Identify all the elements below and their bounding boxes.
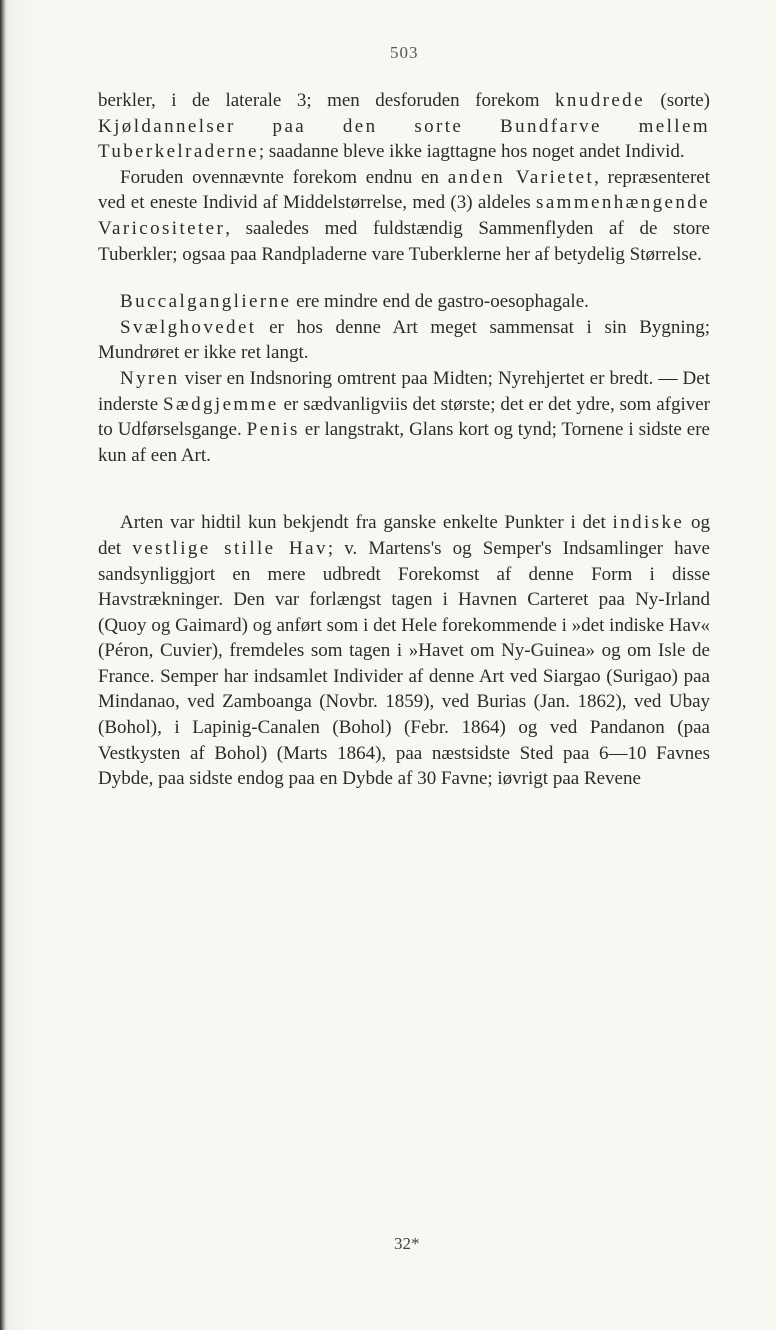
text-segment: Foruden ovennævnte forekom endnu en: [120, 166, 448, 188]
text-segment: viser en Indsnoring omtrent paa Midten; Nyrehjertet er bredt. — Det inderste: [98, 367, 710, 415]
paragraph-4: [98, 315, 710, 366]
emphasized-term: Buccalganglierne: [120, 291, 292, 313]
emphasized-term: sammenhængende Varicositeter: [98, 192, 710, 239]
text-segment: berkler, i de laterale 3; men desforuden forekom: [98, 90, 556, 111]
text-segment: er sædvanligviis det største; det er det ydre, som afgiver to Udførselsgange.: [98, 393, 710, 441]
emphasized-term: Nyren: [120, 367, 180, 389]
text-segment: og det: [98, 512, 710, 559]
text-segment: ; saadanne bleve ikke iagttagne hos noget andet Individ.: [258, 141, 685, 163]
emphasized-term: anden Varietet: [447, 166, 595, 188]
text-segment: , repræsenteret ved et eneste Individ af Middelstørrelse, med (3) aldeles: [98, 166, 711, 214]
text-segment: er hos denne Art meget sammensat i sin Bygning; Mundrøret er ikke ret langt.: [98, 316, 710, 364]
paragraph-5: [98, 366, 710, 468]
emphasized-term: knudrede: [555, 90, 645, 111]
emphasized-term: Kjøldannelser paa den sorte Bundfarve mellem Tuberkelraderne: [98, 115, 710, 163]
paragraph-3: [98, 289, 710, 315]
text-segment: er langstrakt, Glans kort og tynd; Tornene i sidste ere kun af een Art.: [98, 419, 710, 466]
paragraph-6: [98, 510, 710, 792]
text-segment: ere mindre end de gastro-oesophagale.: [291, 291, 589, 313]
sheet-signature: 32*: [394, 1234, 420, 1253]
body-text: [98, 88, 710, 792]
emphasized-term: Svælghovedet: [120, 316, 257, 338]
page-number: 503: [390, 43, 419, 62]
emphasized-term: indiske: [612, 512, 685, 534]
text-segment: ; v. Martens's og Semper's Indsamlinger have sandsynliggjort en mere udbredt Forekomst af denne Form i disse Havstrækninger. Den var forlængst tagen i Havnen Carteret paa Ny-Irland (Quoy og Gaimard) og anført som i det Hele forekommende i »det indiske Hav« (Péron, Cuvier), fremdeles som tagen i »Havet om Ny-Guinea» og om Isle de France. Semper har indsamlet Individer af denne Art ved Siargao (Surigao) paa Mindanao, ved Zamboanga (Novbr. 1859), ved Burias (Jan. 1862), ved Ubay (Bohol), i Lapinig-Canalen (Bohol) (Febr. 1864) og ved Pandanon (paa Vestkysten af Bohol) (Marts 1864), paa næstsidste Sted paa 6—10 Favnes Dybde, paa sidste endog paa en Dybde af 30 Favne; iøvrigt paa Revene: [98, 537, 710, 790]
paragraph-2: [98, 165, 710, 267]
emphasized-term: Sædgjemme: [163, 393, 279, 415]
page-binding-edge: [0, 0, 7, 1330]
text-segment: (sorte): [660, 90, 710, 111]
text-segment: , saaledes med fuldstændig Sammenflyden af de store Tuberkler; ogsaa paa Randpladerne vare Tuberklerne her af betydelig Størrelse.: [98, 217, 710, 265]
text-segment: Arten var hidtil kun bekjendt fra ganske enkelte Punkter i det: [120, 512, 613, 534]
emphasized-term: Penis: [246, 419, 300, 441]
paragraph-1: [98, 88, 710, 165]
emphasized-term: vestlige stille Hav: [132, 537, 328, 559]
